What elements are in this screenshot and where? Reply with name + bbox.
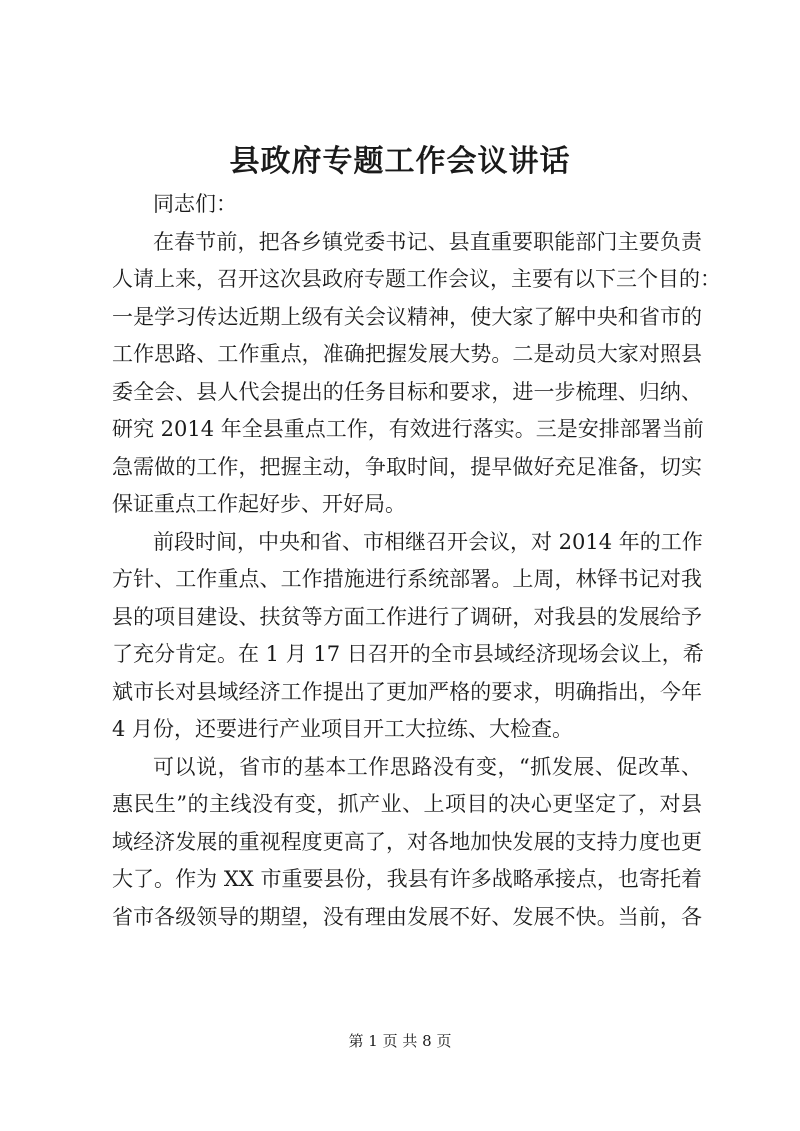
body-line: 委全会、县人代会提出的任务目标和要求，进一步梳理、归纳、 xyxy=(112,379,702,404)
body-line: 在春节前，把各乡镇党委书记、县直重要职能部门主要负责 xyxy=(153,229,702,254)
document-title: 县政府专题工作会议讲话 xyxy=(229,144,571,179)
page-number-footer: 第 1 页 共 8 页 xyxy=(348,1032,452,1050)
body-line: 斌市长对县域经济工作提出了更加严格的要求，明确指出，今年 xyxy=(112,679,702,704)
body-line: 人请上来，召开这次县政府专题工作会议，主要有以下三个目的： xyxy=(112,267,721,291)
body-line: 研究 2014 年全县重点工作，有效进行落实。三是安排部署当前 xyxy=(112,417,704,441)
body-line: 域经济发展的重视程度更高了，对各地加快发展的支持力度也更 xyxy=(112,829,702,854)
body-line: 省市各级领导的期望，没有理由发展不好、发展不快。当前，各 xyxy=(112,904,702,929)
body-line: 一是学习传达近期上级有关会议精神，使大家了解中央和省市的 xyxy=(112,304,702,329)
body-line: 前段时间，中央和省、市相继召开会议，对 2014 年的工作 xyxy=(153,529,703,554)
body-line: 可以说，省市的基本工作思路没有变，“抓发展、促改革、 xyxy=(153,754,702,779)
body-line: 工作思路、工作重点，准确把握发展大势。二是动员大家对照县 xyxy=(112,342,702,366)
body-line: 方针、工作重点、工作措施进行系统部署。上周，林铎书记对我 xyxy=(112,567,702,591)
salutation-line: 同志们： xyxy=(153,192,237,216)
body-line: 了充分肯定。在 1 月 17 日召开的全市县域经济现场会议上，希 xyxy=(112,642,704,666)
document-body xyxy=(112,186,721,936)
body-line: 4 月份，还要进行产业项目开工大拉练、大检查。 xyxy=(112,717,574,741)
body-line: 保证重点工作起好步、开好局。 xyxy=(112,492,406,516)
body-line: 大了。作为 XX 市重要县份，我县有许多战略承接点，也寄托着 xyxy=(112,867,702,891)
body-line: 县的项目建设、扶贫等方面工作进行了调研，对我县的发展给予 xyxy=(112,604,702,629)
body-line: 惠民生”的主线没有变，抓产业、上项目的决心更坚定了，对县 xyxy=(112,792,702,816)
body-line: 急需做的工作，把握主动，争取时间，提早做好充足准备，切实 xyxy=(112,454,702,479)
